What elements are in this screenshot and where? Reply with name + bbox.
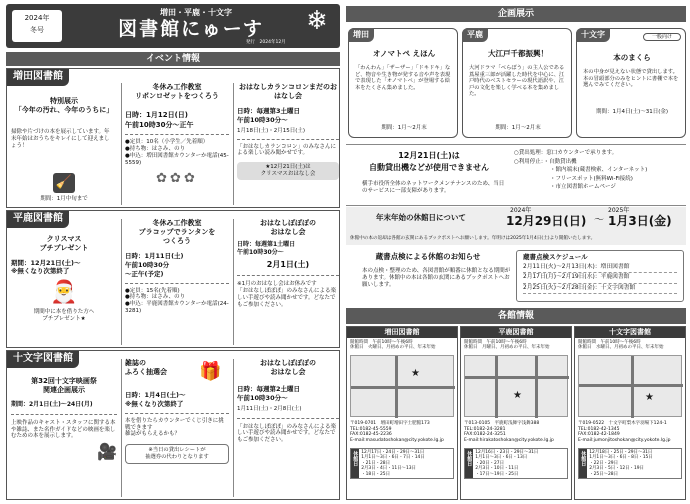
info-jumonji-closed: [578, 448, 682, 480]
hiraka-card-1-title: クリスマス ブチプレゼント: [39, 235, 89, 253]
info-hiraka-closed: [464, 448, 568, 480]
divider: [121, 83, 122, 205]
info-hiraka-closed-days: 12月16日・23日・29日～31日 1月1日～3日・6日・13日 ・20日・27日 2月3日・10日・11日 ・17日～19日・25日: [475, 449, 539, 477]
jumonji-card-1-title: 第32回十文字映画祭 関連企画展示: [31, 377, 97, 395]
exhibit-masuda-title: オノマトペ えほん: [372, 49, 436, 58]
map-masuda: [350, 355, 454, 417]
hiraka-card-1-date: 期間：12月21日(土)～ ※無くなり次第終了: [11, 259, 81, 276]
masuda-card-1-period: 期間：1月中旬まで: [40, 196, 88, 202]
masuda-card-2-date: 日時：1月12日(日) 午前10時30分～正午: [125, 111, 194, 129]
holiday-title: 年末年始の休館日について: [376, 213, 466, 222]
maintenance-body: 横手市役所全体のネットワークメンテナンスのため、当日のサービスに一部支障があります。: [362, 181, 505, 194]
maintenance-date: 12月21日(土)は: [398, 151, 460, 160]
exhibit-masuda-period: 期間：1月～2月末: [381, 125, 427, 131]
inventory-title: 蔵書点検による休館のお知らせ: [375, 252, 481, 261]
santa-hat-icon: 🎅: [50, 280, 78, 306]
divider: [233, 359, 234, 497]
jumonji-card-1: [11, 373, 117, 499]
info-jumonji-hours: 開館時間 午前10時～午後6時 休館日 水曜日、月初めの平日、年末年始: [578, 339, 664, 351]
exhibit-masuda-body: 「わんわん」「ザーザー」「ドキドキ」など、物音や生き物が発する音や声を表現で表現した「オノマトペ」が登場する絵本をたくさん集めました。: [355, 65, 451, 91]
masuda-card-2-body: ●定員：10名（小学生／先着順） ●持ち物：はさみ、のり ●申込：増田図書館カウンターか電話(45-5559): [125, 139, 229, 166]
jumonji-card-2: [125, 359, 229, 499]
divider: [237, 139, 339, 140]
maintenance-list-item: ・フリースポット(無料Wi-Fi接続): [550, 175, 633, 182]
hiraka-card-3-sub: 2月1日(土): [266, 260, 310, 270]
masuda-card-1: [11, 89, 117, 207]
hiraka-card-1: [11, 231, 117, 347]
masuda-card-3-title: おはなしカランコロンまだのおはなし会: [239, 83, 337, 101]
inventory-schedule-row: 2月25日(火)～2月28日(金)：十文字図書館: [523, 284, 677, 294]
holiday-note: 休館中の本の返却は各館の玄関にあるブックポストへお願いします。年明けは2025年1月4日(土)より開館いたします。: [350, 236, 596, 241]
info-hiraka-name: 平鹿図書館: [461, 327, 571, 338]
hiraka-card-2: [125, 219, 229, 347]
inventory-schedule: [516, 250, 684, 302]
map-road: [395, 356, 398, 418]
exhibit-hiraka-title: 大江戸千都振興！: [488, 49, 548, 58]
movie-camera-icon: 🎥: [97, 442, 117, 462]
hiraka-card-2-date: 日時：1月11日(土) 午前10時30分 ～正午(予定): [125, 252, 184, 278]
exhibit-hiraka: [462, 28, 572, 138]
holiday-notice: [346, 207, 686, 245]
jumonji-card-3: [237, 359, 339, 499]
divider: [121, 219, 122, 345]
info-hiraka: [460, 326, 572, 500]
exhibit-jumonji: [576, 28, 686, 138]
jumonji-card-2-title: 雑誌の ふろく抽選会: [125, 359, 167, 377]
masuda-card-3-body: 「おはなしカランコロン」のみなさんによる楽しい読み聞かせです。: [237, 143, 337, 157]
issue-year: 2024年: [24, 14, 50, 22]
divider: [237, 418, 339, 419]
masuda-events-section: [6, 68, 340, 208]
hiraka-card-1-body: 期間中に本を借りた方へ プチプレゼント★: [33, 308, 95, 322]
info-masuda-closed-days: 12月17日・24日・29日～31日 1月1日～3日・6日・7日・14日 ・21日・28日 2月3日・4日・11日～13日 ・18日・25日: [361, 449, 425, 477]
jumonji-card-3-sub: 1月11日(土)・2月8日(土): [237, 405, 302, 412]
info-jumonji-closed-days: 12月18日・25日・29日～31日 1月1日～3日・6日・8日・15日 ・22日・29日 2月3日・5日・12日・19日 ・25日～28日: [589, 449, 653, 477]
divider: [125, 134, 229, 135]
maintenance-notice: [346, 144, 686, 206]
exhibit-masuda: [348, 28, 458, 138]
info-hiraka-hours: 開館時間 午前10時～午後6時 休館日 月曜日、月初めの平日、年末年始: [464, 339, 550, 351]
holiday-tilde: ～: [594, 215, 604, 226]
map-road: [631, 356, 634, 418]
masuda-card-3: [237, 83, 339, 207]
masuda-card-2: [125, 83, 229, 207]
events-header: イベント情報: [6, 52, 340, 66]
exhibit-jumonji-tab: 十文字: [576, 28, 610, 42]
hiraka-card-3-body: ※1月のおはなし会はお休みです 「おはなしぽぽぽ」のみなさんによる楽しい手遊びや読み聞かせです。どなたでもご参加ください。: [237, 281, 337, 308]
masuda-card-3-note: ★12月21日(土)は クリスマスおはなし会: [237, 162, 339, 180]
jumonji-card-3-body: 「おはなしぽぽぽ」のみなさんによる楽しい手遊びや読み聞かせです。どなたでもご参加ください。: [237, 423, 337, 444]
masuda-card-2-title: 冬休み工作教室 リボンロゼットをつくろう: [135, 83, 219, 101]
divider: [121, 359, 122, 497]
jumonji-card-2-note: ※当日の貸出レシートが 抽選券の代わりとなります: [125, 444, 229, 463]
info-hiraka-closed-label: 休館日: [465, 449, 473, 479]
map-jumonji: [578, 355, 682, 417]
holiday-year-2: 2025年: [608, 207, 630, 214]
cleaning-icon: 🧹: [53, 173, 75, 193]
masthead: [6, 4, 340, 48]
exhibit-jumonji-period: 期間：1月4日(土)～31日(金): [595, 109, 669, 115]
info-masuda: [346, 326, 458, 500]
jumonji-card-1-body: 上映作品のキャスト・スタッフに関する本や雑誌、また名作ガイドなどの映画を楽しむための本を展示します。: [11, 419, 116, 440]
masuda-card-3-sub: 1月18日(土)・2月15日(土): [237, 127, 306, 134]
hiraka-card-2-body: ●定員：15名(先着順) ●持ち物：はさみ、のり ●申込：平鹿図書館カウンターか電話(24-3281): [125, 287, 229, 315]
masthead-title: 図書館にゅーす: [118, 18, 264, 40]
info-jumonji-closed-label: 休館日: [579, 449, 587, 479]
issue-season: 冬号: [30, 25, 44, 34]
info-jumonji-addr: 〒019-0522 十文字町梨木字羽場下124-1 TEL:0182-42-1345 FAX:0182-42-1849 E-mail:jumonjitoshokan@city.yokote.lg.jp: [578, 421, 671, 443]
exhibit-jumonji-title: 本のまくら: [613, 53, 651, 62]
info-masuda-name: 増田図書館: [347, 327, 457, 338]
divider: [125, 283, 229, 284]
map-pin-icon: ★: [645, 392, 654, 403]
map-road: [535, 356, 538, 418]
hiraka-card-2-title: 冬休み工作教室 プラコップでランタンを つくろう: [138, 219, 216, 246]
snowflake-icon: ❄: [306, 6, 328, 36]
maintenance-title: 自動貸出機などが使用できません: [369, 163, 489, 172]
map-pin-icon: ★: [513, 390, 522, 401]
jumonji-card-3-date: 日時：毎週第2土曜日 午前10時30分～: [237, 385, 301, 402]
info-masuda-closed: [350, 448, 454, 480]
maintenance-list-item: ・館内端末(蔵書検索、インターネット): [550, 167, 648, 174]
jumonji-card-1-date: 期間：2月1日(土)～24日(月): [11, 401, 93, 409]
inventory-schedule-row: 2月17日(月)～2月19日(水)：平鹿図書館: [523, 273, 677, 283]
jumonji-card-3-title: おはなしぽぽぽの おはなし会: [260, 359, 316, 377]
divider: [125, 413, 229, 414]
info-header: 各館情報: [346, 308, 686, 324]
maintenance-list: [514, 149, 684, 192]
inventory-body: 本の点検・整理のため、各図書館が順番に休館となる期間があります。休館中の本は各館の玄関にあるブックポストへお願いします。: [362, 268, 511, 288]
inventory-notice: [346, 248, 686, 304]
map-road: [495, 356, 498, 418]
exhibit-jumonji-badge: 一般向け: [643, 33, 681, 41]
hiraka-events-section: [6, 210, 340, 348]
masuda-card-3-date: 日時：毎週第3土曜日 午前10時30分～: [237, 107, 301, 124]
divider: [237, 275, 339, 276]
masuda-tab: 増田図書館: [7, 69, 69, 86]
info-hiraka-addr: 〒013-0105 平鹿町浅舞字浅舞388 TEL:0182-24-3281 FAX:0182-24-3251 E-mail:hirakatoshokan@city.yokote.lg.jp: [464, 421, 554, 443]
exhibit-hiraka-period: 期間：1月～2月末: [495, 125, 541, 131]
info-masuda-closed-label: 休館日: [351, 449, 359, 479]
info-masuda-hours: 開館時間 午前10時～午後6時 休館日 火曜日、月初めの平日、年末年始: [350, 339, 436, 351]
gift-box-icon: 🎁: [199, 361, 222, 382]
info-masuda-addr: 〒019-0701 増田町増田字土肥館173 TEL:0182-45-5559 FAX:0182-45-2236 E-mail:masudatoshokan@city.yokote.lg.jp: [350, 421, 444, 443]
jumonji-tab: 十文字図書館: [7, 351, 79, 368]
divider: [233, 219, 234, 345]
hiraka-card-3-title: おはなしぽぽぽの おはなし会: [260, 219, 316, 237]
masuda-card-1-title: 特別展示 「今年の汚れ、今年のうちに」: [14, 97, 114, 115]
inventory-schedule-title: 蔵書点検スケジュール: [523, 253, 588, 261]
holiday-year-1: 2024年: [510, 207, 532, 214]
issue-year-badge: [12, 10, 62, 42]
jumonji-events-section: [6, 350, 340, 500]
rosette-icons: ✿✿✿: [156, 170, 198, 186]
issue-date: 発行 2024年12月: [246, 40, 286, 45]
info-jumonji: [574, 326, 686, 500]
holiday-date-2: 1月3日(金): [608, 214, 672, 228]
maintenance-list-item: ○利用停止：・自動貸出機: [514, 158, 577, 165]
exhibits-header: 企画展示: [346, 6, 686, 22]
hiraka-card-3-date: 日時：毎週第1土曜日 午前10時30分～: [237, 241, 296, 257]
hiraka-tab: 平鹿図書館: [7, 211, 69, 228]
inventory-schedule-row: 2月11日(火)～2月13日(木)：増田図書館: [523, 263, 677, 273]
holiday-date-1: 12月29日(日): [506, 214, 587, 228]
map-pin-icon: ★: [411, 368, 420, 379]
map-hiraka: [464, 355, 568, 417]
info-jumonji-name: 十文字図書館: [575, 327, 685, 338]
jumonji-card-2-date: 日時：1月4日(土)～ ※無くなり次第終了: [125, 391, 186, 408]
exhibit-hiraka-tab: 平鹿: [462, 28, 488, 42]
map-road: [351, 386, 455, 389]
exhibit-hiraka-body: 大河ドラマ「べらぼう」の主人公である蔦屋重三郎が活躍した時代を中心に、江戸時代のベストセラーの現代語訳や、江戸の文化を楽しく学べる本を集めました。: [469, 65, 565, 98]
hiraka-card-3: [237, 219, 339, 347]
maintenance-list-item: ○貸出処理：窓口カウンターで承ります。: [514, 150, 618, 156]
map-road: [465, 376, 569, 379]
divider: [233, 83, 234, 205]
divider: [11, 414, 117, 415]
jumonji-card-2-body: 本を借りたらカウンターでくじ引きに挑戦できます 雑誌がもらえるかも？: [125, 417, 224, 438]
masuda-card-1-body: 掃除や片づけの本を展示しています。年末年始はおうちをキレイにして迎えましょう！: [11, 129, 110, 149]
maintenance-list-item: ・市立図書館ホームページ: [550, 184, 616, 191]
exhibit-masuda-tab: 増田: [348, 28, 374, 42]
masthead-subtitle: 増田・平鹿・十文字: [160, 8, 232, 17]
exhibit-jumonji-body: 本の中身が見えない状態で貸出します。 本の冒頭部分のみをヒントに書棚で本を選んでみてください。: [583, 69, 679, 89]
